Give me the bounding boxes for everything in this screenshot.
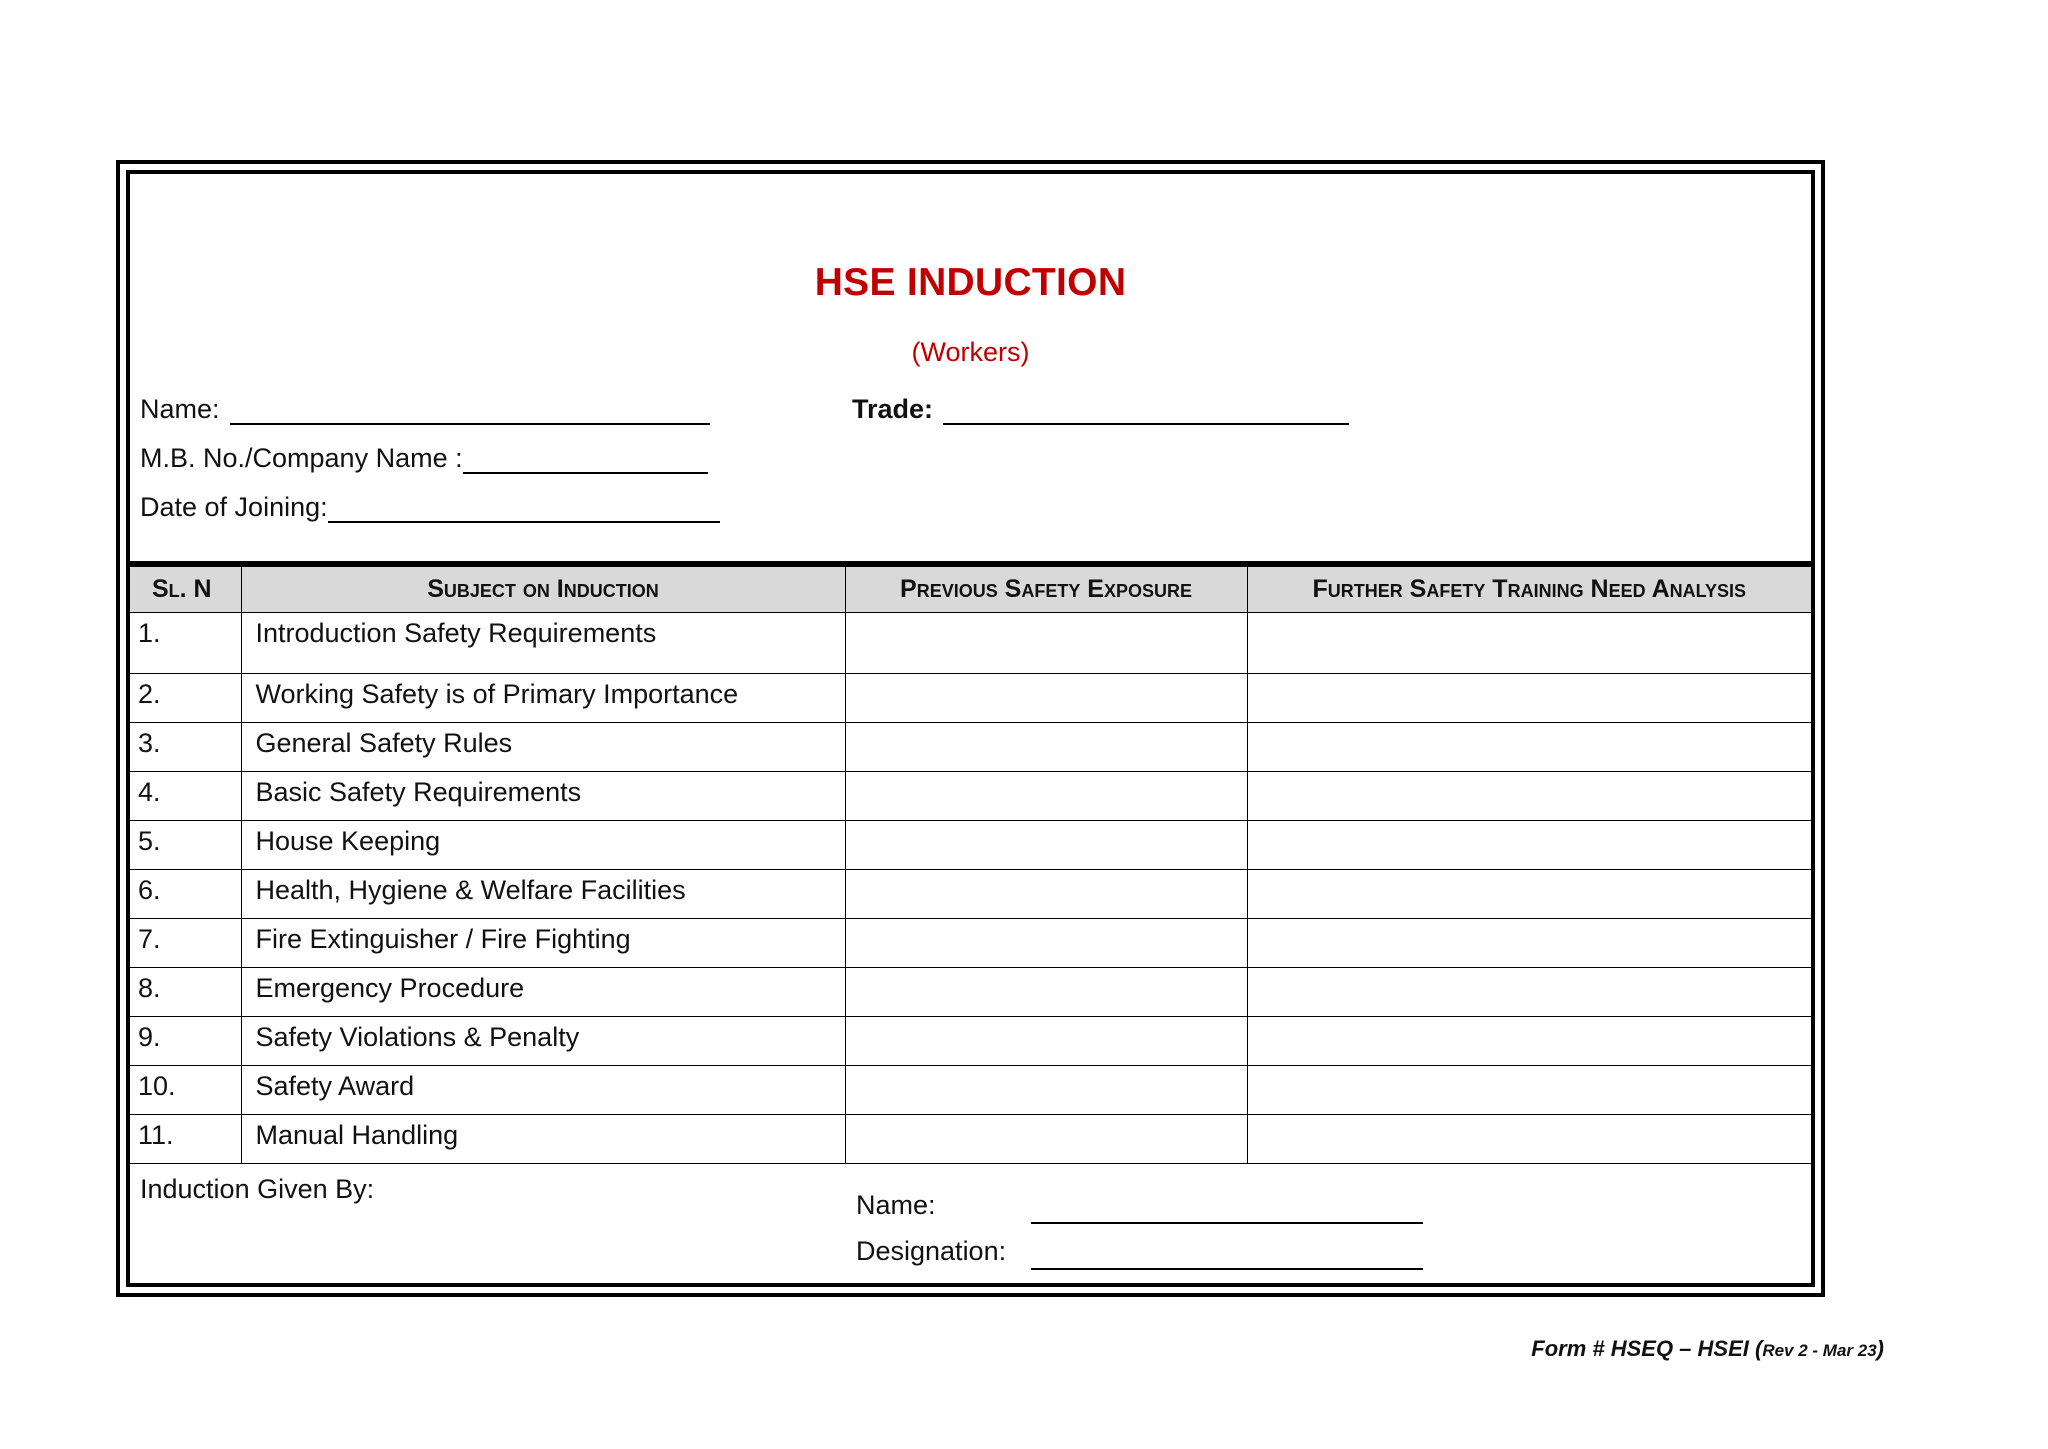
form-border [116, 160, 1825, 1297]
form-body [126, 170, 1815, 1287]
table-row [130, 968, 1811, 1017]
company-field[interactable] [140, 443, 708, 474]
row-previous-cell[interactable] [845, 870, 1247, 919]
row-sn: 7. [130, 919, 241, 968]
row-previous-cell[interactable] [845, 1017, 1247, 1066]
induction-given-by-label: Induction Given By: [140, 1174, 375, 1204]
row-previous-cell[interactable] [845, 1115, 1247, 1164]
row-sn: 5. [130, 821, 241, 870]
row-previous-cell[interactable] [845, 968, 1247, 1017]
row-previous-cell[interactable] [845, 723, 1247, 772]
row-subject: House Keeping [241, 821, 845, 870]
footer-designation-blank[interactable] [1031, 1246, 1423, 1270]
row-sn: 11. [130, 1115, 241, 1164]
name-blank[interactable] [230, 397, 710, 425]
footer-designation-label: Designation: [856, 1236, 1007, 1266]
footer-name-label: Name: [856, 1190, 936, 1220]
footer-name-field[interactable] [856, 1190, 1436, 1226]
row-sn: 1. [130, 613, 241, 674]
row-sn: 9. [130, 1017, 241, 1066]
col-header-sl: Sl. N [130, 567, 241, 613]
row-subject: Health, Hygiene & Welfare Facilities [241, 870, 845, 919]
row-subject: Working Safety is of Primary Importance [241, 674, 845, 723]
company-blank[interactable] [463, 446, 708, 474]
row-subject: Basic Safety Requirements [241, 772, 845, 821]
name-field[interactable] [140, 394, 710, 425]
row-further-cell[interactable] [1247, 723, 1811, 772]
table-row [130, 1115, 1811, 1164]
form-subtitle: (Workers) [911, 337, 1030, 367]
doj-blank[interactable] [328, 495, 720, 523]
row-subject: Safety Award [241, 1066, 845, 1115]
row-further-cell[interactable] [1247, 968, 1811, 1017]
doj-label: Date of Joining: [140, 492, 328, 522]
table-row [130, 919, 1811, 968]
table-row [130, 821, 1811, 870]
form-title: HSE INDUCTION [814, 261, 1127, 304]
company-label: M.B. No./Company Name : [140, 443, 463, 473]
row-further-cell[interactable] [1247, 1017, 1811, 1066]
doj-field[interactable] [140, 492, 720, 523]
row-further-cell[interactable] [1247, 919, 1811, 968]
row-sn: 10. [130, 1066, 241, 1115]
row-subject: Safety Violations & Penalty [241, 1017, 845, 1066]
row-sn: 8. [130, 968, 241, 1017]
table-row [130, 772, 1811, 821]
trade-label: Trade: [852, 394, 934, 424]
col-header-subject: Subject on Induction [241, 567, 845, 613]
row-sn: 2. [130, 674, 241, 723]
table-row [130, 870, 1811, 919]
footer-name-blank[interactable] [1031, 1200, 1423, 1224]
table-row [130, 674, 1811, 723]
row-further-cell[interactable] [1247, 1066, 1811, 1115]
col-header-previous: Previous Safety Exposure [845, 567, 1247, 613]
row-previous-cell[interactable] [845, 1066, 1247, 1115]
row-subject: General Safety Rules [241, 723, 845, 772]
row-previous-cell[interactable] [845, 772, 1247, 821]
row-previous-cell[interactable] [845, 613, 1247, 674]
trade-field[interactable] [852, 394, 1349, 425]
form-code-main: Form # HSEQ – HSEI ( [1531, 1336, 1763, 1361]
row-further-cell[interactable] [1247, 772, 1811, 821]
row-sn: 6. [130, 870, 241, 919]
form-code-rev: Rev 2 - Mar 23 [1762, 1341, 1877, 1360]
row-subject: Fire Extinguisher / Fire Fighting [241, 919, 845, 968]
row-previous-cell[interactable] [845, 919, 1247, 968]
row-previous-cell[interactable] [845, 821, 1247, 870]
row-subject: Introduction Safety Requirements [241, 613, 845, 674]
row-sn: 3. [130, 723, 241, 772]
table-row [130, 1017, 1811, 1066]
induction-table [130, 561, 1811, 1164]
table-row [130, 613, 1811, 674]
form-code [1531, 1336, 1884, 1362]
row-previous-cell[interactable] [845, 674, 1247, 723]
footer-designation-field[interactable] [856, 1236, 1436, 1272]
row-further-cell[interactable] [1247, 1115, 1811, 1164]
row-subject: Emergency Procedure [241, 968, 845, 1017]
trade-blank[interactable] [943, 397, 1349, 425]
row-further-cell[interactable] [1247, 613, 1811, 674]
table-row [130, 1066, 1811, 1115]
row-further-cell[interactable] [1247, 674, 1811, 723]
table-row [130, 723, 1811, 772]
col-header-further: Further Safety Training Need Analysis [1247, 567, 1811, 613]
table-header-row [130, 567, 1811, 613]
name-label: Name: [140, 394, 220, 424]
form-code-close: ) [1876, 1336, 1884, 1361]
row-subject: Manual Handling [241, 1115, 845, 1164]
row-sn: 4. [130, 772, 241, 821]
row-further-cell[interactable] [1247, 821, 1811, 870]
row-further-cell[interactable] [1247, 870, 1811, 919]
